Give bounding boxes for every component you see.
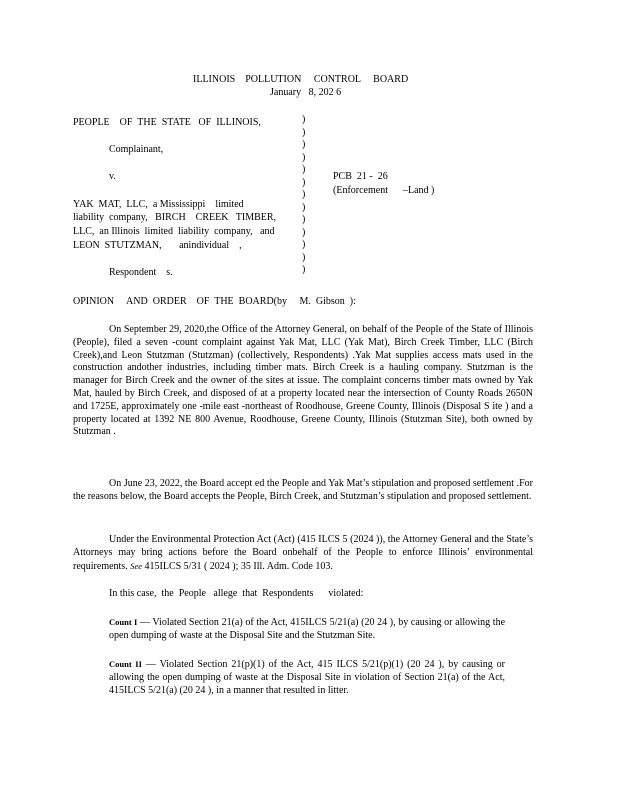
paren-mark: ) xyxy=(302,164,306,175)
caption-complainant: Complainant, xyxy=(109,144,164,155)
body-paragraph-3 xyxy=(73,534,533,573)
paren-mark: ) xyxy=(302,114,306,125)
paren-mark: ) xyxy=(302,139,306,150)
allege-line: In this case, the People allege that Respondents violated: xyxy=(109,588,364,599)
paren-mark: ) xyxy=(302,151,306,163)
count-label: Count II xyxy=(109,659,142,669)
count-2 xyxy=(109,658,505,697)
caption-plaintiff: PEOPLE OF THE STATE OF ILLINOIS, xyxy=(73,117,261,128)
paren-mark: ) xyxy=(302,201,306,213)
case-number: PCB 21 - 26 xyxy=(333,171,388,182)
paren-mark: ) xyxy=(302,226,306,238)
body-paragraph-1 xyxy=(73,324,533,439)
count-text: — Violated Section 21(a) of the Act, 415ILCS 5/21(a) (20 24 ), by causing or allowing the open dumping of waste at the Disposal Site and the Stutzman Site. xyxy=(109,617,506,641)
see-signal: See xyxy=(130,560,142,571)
paren-mark: ) xyxy=(302,239,306,250)
paren-mark: ) xyxy=(302,189,306,200)
paragraph-text: On June 23, 2022, the Board accept ed the People and Yak Mat’s stipulation and proposed settlement .For the reasons below, the Board accepts the People, Birch Creek, and Stutzman’s stipulation and proposed settlement. xyxy=(73,478,533,502)
caption-defendant-line-1: YAK MAT, LLC, a Mississippi limited xyxy=(73,199,244,210)
opinion-heading: OPINION AND ORDER OF THE BOARD(by M. Gibson ): xyxy=(73,296,356,307)
body-paragraph-2 xyxy=(73,478,533,504)
caption-respondents: Respondent s. xyxy=(109,267,173,278)
paragraph-text: On September 29, 2020,the Office of the Attorney General, on behalf of the People of the State of Illinois (People), filed a seven -count complaint against Yak Mat, LLC (Yak Mat), Birch Creek Timber, LLC (Birch Creek),and Leon Stutzman (Stutzman) (collectively, Respondents) .Yak Mat supplies access mats used in the construction andother industries, including timber mats. Birch Creek is a hauling company. Stutzman is the manager for Birch Creek and the owner of the sites at issue. The complaint concerns timber mats owned by Yak Mat, hauled by Birch Creek, and disposed of at a property located near the intersection of County Roads 2650N and 1725E, approximately one -mile east -northeast of Roodhouse, Greene County, Illinois (Disposal S ite ) and a property located at 1392 NE 800 Avenue, Roodhouse, Greene County, Illinois (Stutzman Site), both owned by Stutzman . xyxy=(73,324,533,438)
paragraph-text xyxy=(73,534,533,573)
case-type: (Enforcement –Land ) xyxy=(333,185,435,196)
statute-tail: 415ILCS 5/31 ( 2024 ); 35 Ill. Adm. Code 103. xyxy=(144,560,333,572)
paren-mark: ) xyxy=(302,251,306,263)
paren-mark: ) xyxy=(302,264,306,275)
statute-middle: General and the State’s Attorneys may bring actions before the Board onbehalf of the People to enforce Illinois’ environmental requirements. xyxy=(73,534,533,572)
count-text: — Violated Section 21(p)(1) of the Act, 415 ILCS 5/21(p)(1) (20 24 ), by causing or allowing the open dumping of waste at the Disposal Site in violation of Section 21(a) of the Act, 415ILCS 5/21(a) (20 24 ), in a manner that resulted in litter. xyxy=(109,659,505,696)
count-1 xyxy=(109,616,505,643)
count-label: Count I xyxy=(109,617,138,627)
paren-mark: ) xyxy=(302,214,306,225)
caption-defendant-line-4: LEON STUTZMAN, anindividual , xyxy=(73,240,242,251)
statute-lead: Under the Environmental Protection Act (Act) (415 ILCS 5 (2024 )), the Attorney xyxy=(109,534,438,545)
paren-mark: ) xyxy=(302,176,306,188)
paren-mark: ) xyxy=(302,126,306,138)
board-name: ILLINOIS POLLUTION CONTROL BOARD xyxy=(193,74,409,85)
caption-versus: v. xyxy=(109,171,116,182)
caption-paren-column xyxy=(302,114,305,277)
caption-defendant-line-3: LLC, an Illinois limited liability company, and xyxy=(73,226,275,237)
caption-defendant-line-2: liability company, BIRCH CREEK TIMBER, xyxy=(73,212,277,223)
document-date: January 8, 202 6 xyxy=(270,87,342,98)
